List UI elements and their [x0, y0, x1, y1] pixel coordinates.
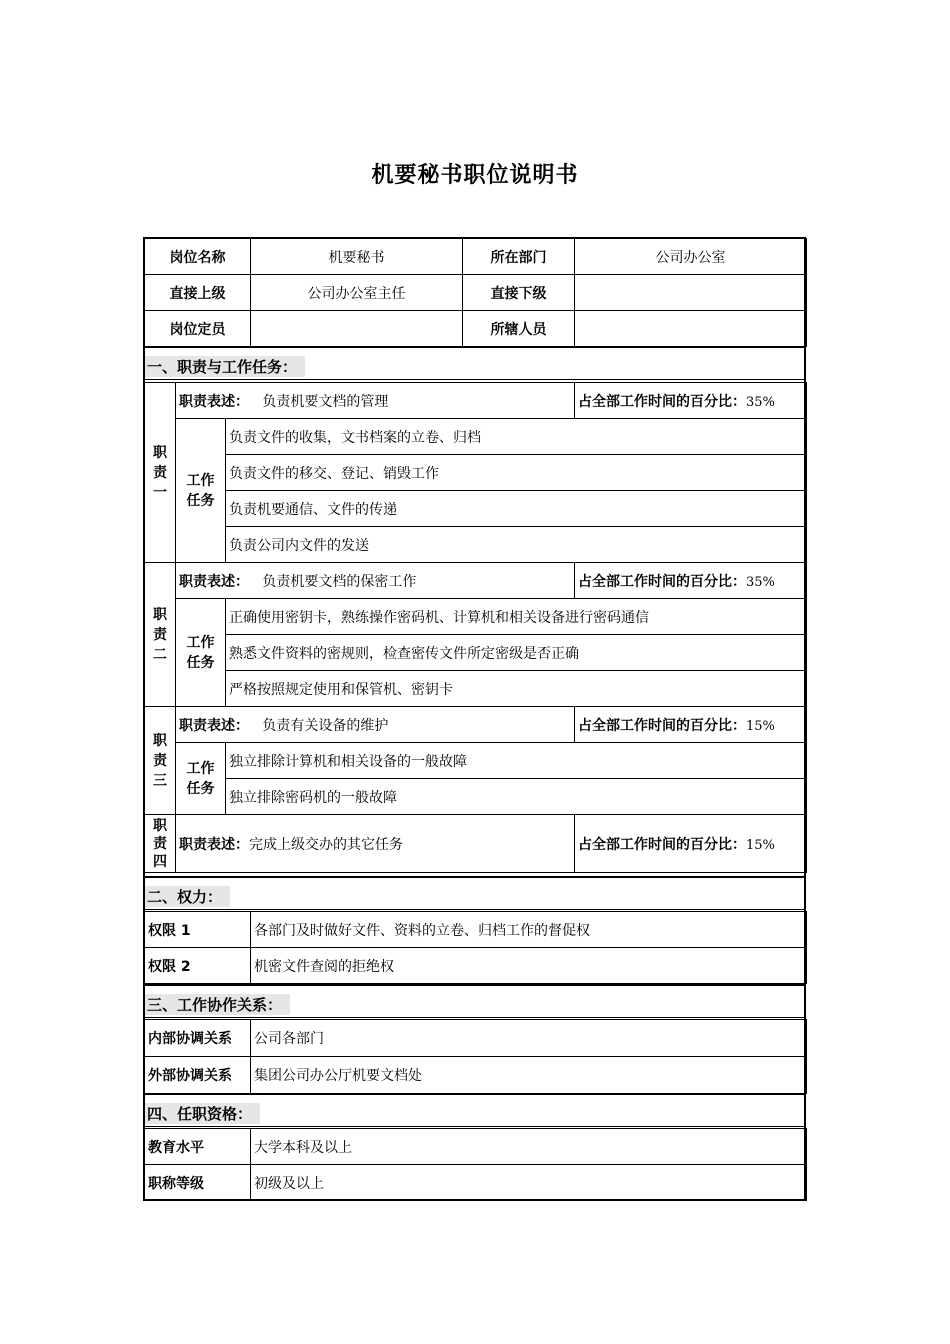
duty-1-task-label: 工作 任务 [176, 419, 226, 563]
section-duties-header [144, 346, 806, 380]
qualifications-table [144, 1128, 807, 1201]
basic-info-table [144, 238, 807, 347]
duty-1-pct: 35% [746, 394, 775, 410]
duty-3-label: 职 责 三 [145, 707, 176, 815]
duty-3-pct: 15% [746, 718, 775, 734]
duty-4-pct: 15% [746, 837, 775, 853]
power-1-value: 各部门及时做好文件、资料的立卷、归档工作的督促权 [251, 912, 807, 948]
power-1-label: 权限 1 [145, 912, 251, 948]
section-relations-title: 三、工作协作关系： [145, 994, 290, 1015]
duty-2-task-3: 严格按照规定使用和保管机、密钥卡 [226, 671, 807, 707]
power-2-value: 机密文件查阅的拒绝权 [251, 948, 807, 984]
duty-2-desc-row [176, 563, 575, 599]
title-level-label: 职称等级 [145, 1165, 251, 1201]
duty-2-pct: 35% [746, 574, 775, 590]
section-duties-title: 一、职责与工作任务： [145, 356, 305, 377]
section-powers-header [144, 876, 806, 910]
duty-2-label: 职 责 二 [145, 563, 176, 707]
managed-value [575, 311, 807, 347]
duty-2-pct-cell [575, 563, 807, 599]
duty-2-desc: 负责机要文档的保密工作 [262, 573, 417, 590]
duty-3-desc-row [176, 707, 575, 743]
relation-external-value: 集团公司办公厅机要文档处 [251, 1057, 807, 1094]
duty-2-task-2: 熟悉文件资料的密规则，检查密传文件所定密级是否正确 [226, 635, 807, 671]
headcount-label: 岗位定员 [145, 311, 251, 347]
dept-value: 公司办公室 [575, 239, 807, 275]
section-qualifications-title: 四、任职资格： [145, 1103, 260, 1124]
title-level-value: 初级及以上 [251, 1165, 807, 1201]
education-value: 大学本科及以上 [251, 1129, 807, 1165]
duty-2-task-label: 工作 任务 [176, 599, 226, 707]
subordinate-value [575, 275, 807, 311]
power-2-label: 权限 2 [145, 948, 251, 984]
duty-3-pct-cell [575, 707, 807, 743]
duty-4-desc-row [176, 815, 575, 873]
duty-1-task-3: 负责机要通信、文件的传递 [226, 491, 807, 527]
duty-1-pct-label: 占全部工作时间的百分比： [578, 393, 747, 410]
duty-1-desc: 负责机要文档的管理 [262, 393, 389, 410]
headcount-value [251, 311, 463, 347]
superior-label: 直接上级 [145, 275, 251, 311]
duty-1-task-4: 负责公司内文件的发送 [226, 527, 807, 563]
duty-1-desc-row [176, 383, 575, 419]
duty-3-task-2: 独立排除密码机的一般故障 [226, 779, 807, 815]
duty-3-desc-label: 职责表述： [179, 717, 249, 734]
managed-label: 所辖人员 [463, 311, 575, 347]
duty-2-desc-label: 职责表述： [179, 573, 249, 590]
duty-4-desc: 完成上级交办的其它任务 [249, 836, 403, 853]
duty-1-task-2: 负责文件的移交、登记、销毁工作 [226, 455, 807, 491]
section-qualifications-header [144, 1093, 806, 1127]
duty-4-desc-label: 职责表述： [179, 836, 249, 853]
position-label: 岗位名称 [145, 239, 251, 275]
superior-value: 公司办公室主任 [251, 275, 463, 311]
relation-internal-label: 内部协调关系 [145, 1020, 251, 1057]
relation-external-label: 外部协调关系 [145, 1057, 251, 1094]
relations-table [144, 1019, 807, 1094]
duty-4-pct-cell [575, 815, 807, 873]
duty-1-pct-cell [575, 383, 807, 419]
duty-3-task-1: 独立排除计算机和相关设备的一般故障 [226, 743, 807, 779]
relation-internal-value: 公司各部门 [251, 1020, 807, 1057]
subordinate-label: 直接下级 [463, 275, 575, 311]
duty-1-desc-label: 职责表述： [179, 393, 249, 410]
section-powers-title: 二、权力： [145, 886, 230, 907]
dept-label: 所在部门 [463, 239, 575, 275]
duty-3-desc: 负责有关设备的维护 [262, 717, 389, 734]
duties-table [144, 382, 807, 873]
duty-3-pct-label: 占全部工作时间的百分比： [578, 717, 747, 734]
page-title: 机要秘书职位说明书 [371, 163, 579, 188]
duty-4-pct-label: 占全部工作时间的百分比： [578, 836, 747, 853]
powers-table [144, 911, 807, 984]
duty-2-pct-label: 占全部工作时间的百分比： [578, 573, 747, 590]
duty-2-task-1: 正确使用密钥卡，熟练操作密码机、计算机和相关设备进行密码通信 [226, 599, 807, 635]
duty-4-label: 职 责 四 [145, 815, 176, 873]
position-value: 机要秘书 [251, 239, 463, 275]
duty-1-label: 职 责 一 [145, 383, 176, 563]
education-label: 教育水平 [145, 1129, 251, 1165]
duty-3-task-label: 工作 任务 [176, 743, 226, 815]
section-relations-header [144, 984, 806, 1018]
duty-1-task-1: 负责文件的收集，文书档案的立卷、归档 [226, 419, 807, 455]
